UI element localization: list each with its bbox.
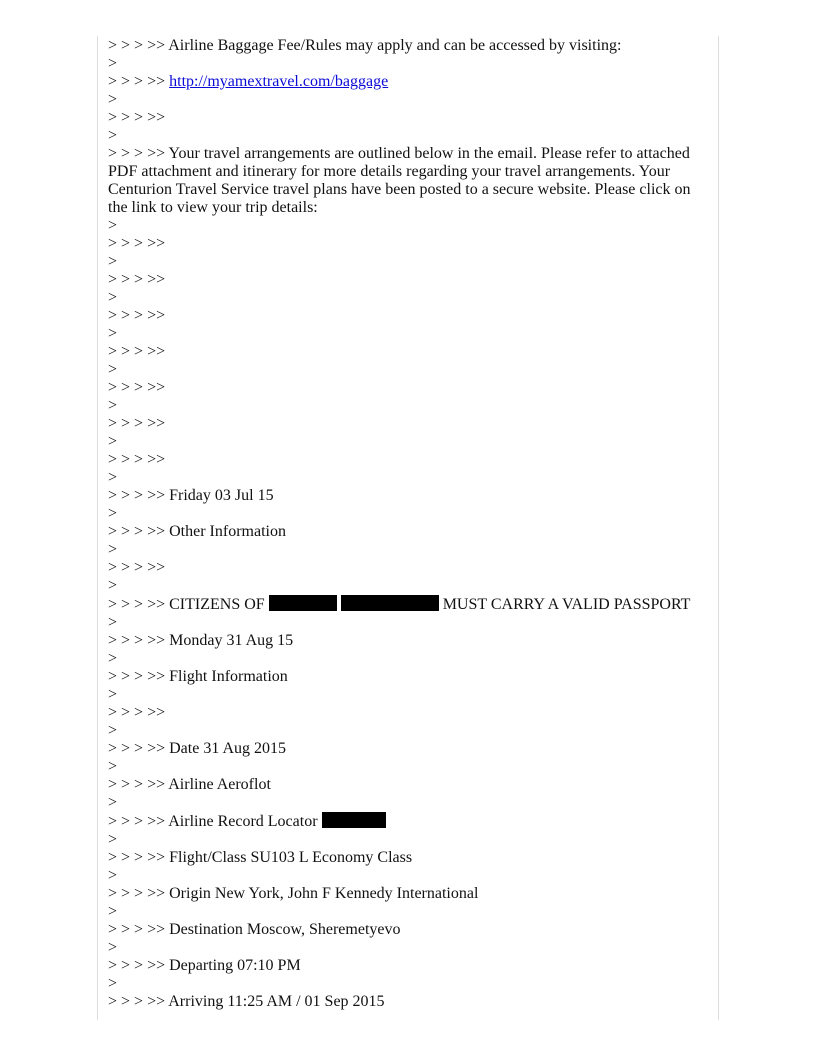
date-line-2 <box>108 632 708 650</box>
airline-line <box>108 776 708 794</box>
flight-class: Flight/Class SU103 L Economy Class <box>169 849 413 866</box>
redaction-box <box>341 595 439 611</box>
quote-marker: > <box>108 505 118 522</box>
quote-prefix: > > > >> <box>108 957 166 974</box>
quote-prefix: > > > >> <box>108 849 166 866</box>
quote-prefix: > > > >> <box>108 73 166 90</box>
quote-prefix: > > > >> <box>108 145 166 162</box>
quote-prefix: > > > >> <box>108 813 166 830</box>
quote-prefix: > > > >> <box>108 885 166 902</box>
arriving: Arriving 11:25 AM / 01 Sep 2015 <box>168 993 385 1010</box>
quote-prefix-line: > > > >> <box>108 235 166 252</box>
quote-prefix: > > > >> <box>108 596 166 613</box>
quote-marker: > <box>108 722 118 739</box>
quote-marker: > <box>108 289 118 306</box>
departing-line <box>108 957 708 975</box>
arrangements-paragraph <box>108 145 708 217</box>
quote-prefix: > > > >> <box>108 668 166 685</box>
right-margin-rule <box>718 36 719 1020</box>
date-text-2: Monday 31 Aug 15 <box>169 632 294 649</box>
destination-line <box>108 921 708 939</box>
record-locator-line <box>108 812 708 831</box>
quote-prefix-line: > > > >> <box>108 307 166 324</box>
origin: Origin New York, John F Kennedy International <box>169 885 479 902</box>
quote-prefix-line: > > > >> <box>108 704 166 721</box>
baggage-text: Airline Baggage Fee/Rules may apply and can be accessed by visiting: <box>168 37 622 54</box>
quote-marker: > <box>108 577 118 594</box>
redaction-box <box>322 812 386 828</box>
quote-prefix: > > > >> <box>108 993 166 1010</box>
quote-marker: > <box>108 686 118 703</box>
quote-prefix-line: > > > >> <box>108 415 166 432</box>
destination: Destination Moscow, Sheremetyevo <box>169 921 401 938</box>
quote-prefix-line: > > > >> <box>108 451 166 468</box>
quote-marker: > <box>108 939 118 956</box>
other-information-line <box>108 523 708 541</box>
quote-marker: > <box>108 217 118 234</box>
citizens-prefix: CITIZENS OF <box>169 596 265 613</box>
baggage-link-line <box>108 73 708 91</box>
arriving-line <box>108 993 708 1011</box>
flight-class-line <box>108 849 708 867</box>
date-line-1 <box>108 487 708 505</box>
email-body <box>108 37 708 1011</box>
left-margin-rule <box>97 36 98 1020</box>
quote-marker: > <box>108 469 118 486</box>
quote-marker: > <box>108 127 118 144</box>
flight-information-heading: Flight Information <box>169 668 288 685</box>
quote-prefix: > > > >> <box>108 740 166 757</box>
quote-prefix-line: > > > >> <box>108 109 166 126</box>
quote-marker: > <box>108 55 118 72</box>
quote-marker: > <box>108 758 118 775</box>
baggage-link[interactable]: http://myamextravel.com/baggage <box>169 73 389 90</box>
quote-prefix: > > > >> <box>108 921 166 938</box>
quote-marker: > <box>108 794 118 811</box>
quote-prefix-line: > > > >> <box>108 559 166 576</box>
quote-prefix-line: > > > >> <box>108 379 166 396</box>
passport-notice-line <box>108 595 708 614</box>
flight-date-line <box>108 740 708 758</box>
quote-marker: > <box>108 903 118 920</box>
quote-prefix: > > > >> <box>108 487 166 504</box>
quote-prefix: > > > >> <box>108 37 166 54</box>
flight-information-line <box>108 668 708 686</box>
quote-marker: > <box>108 91 118 108</box>
date-text-1: Friday 03 Jul 15 <box>169 487 274 504</box>
other-information-heading: Other Information <box>169 523 286 540</box>
quote-prefix-line: > > > >> <box>108 343 166 360</box>
quote-prefix: > > > >> <box>108 523 166 540</box>
record-locator-label: Airline Record Locator <box>168 813 318 830</box>
airline-name: Airline Aeroflot <box>168 776 271 793</box>
origin-line <box>108 885 708 903</box>
quote-marker: > <box>108 650 118 667</box>
citizens-suffix: MUST CARRY A VALID PASSPORT <box>442 596 691 613</box>
quote-marker: > <box>108 975 118 992</box>
quote-marker: > <box>108 614 118 631</box>
departing: Departing 07:10 PM <box>169 957 301 974</box>
quote-prefix: > > > >> <box>108 776 166 793</box>
quote-prefix: > > > >> <box>108 632 166 649</box>
quote-marker: > <box>108 397 118 414</box>
redaction-box <box>269 595 337 611</box>
quote-marker: > <box>108 253 118 270</box>
quote-marker: > <box>108 867 118 884</box>
quote-marker: > <box>108 433 118 450</box>
quote-prefix-line: > > > >> <box>108 271 166 288</box>
quote-marker: > <box>108 541 118 558</box>
quote-marker: > <box>108 325 118 342</box>
flight-date: Date 31 Aug 2015 <box>169 740 286 757</box>
quote-marker: > <box>108 361 118 378</box>
quote-marker: > <box>108 831 118 848</box>
baggage-line <box>108 37 708 55</box>
arrangements-text: Your travel arrangements are outlined below in the email. Please refer to attached PDF attachment and itinerary for more details regarding your travel arrangements. Your Centurion Travel Service travel plans have been posted to a secure website. Please click on the link to view your trip details: <box>108 145 691 216</box>
